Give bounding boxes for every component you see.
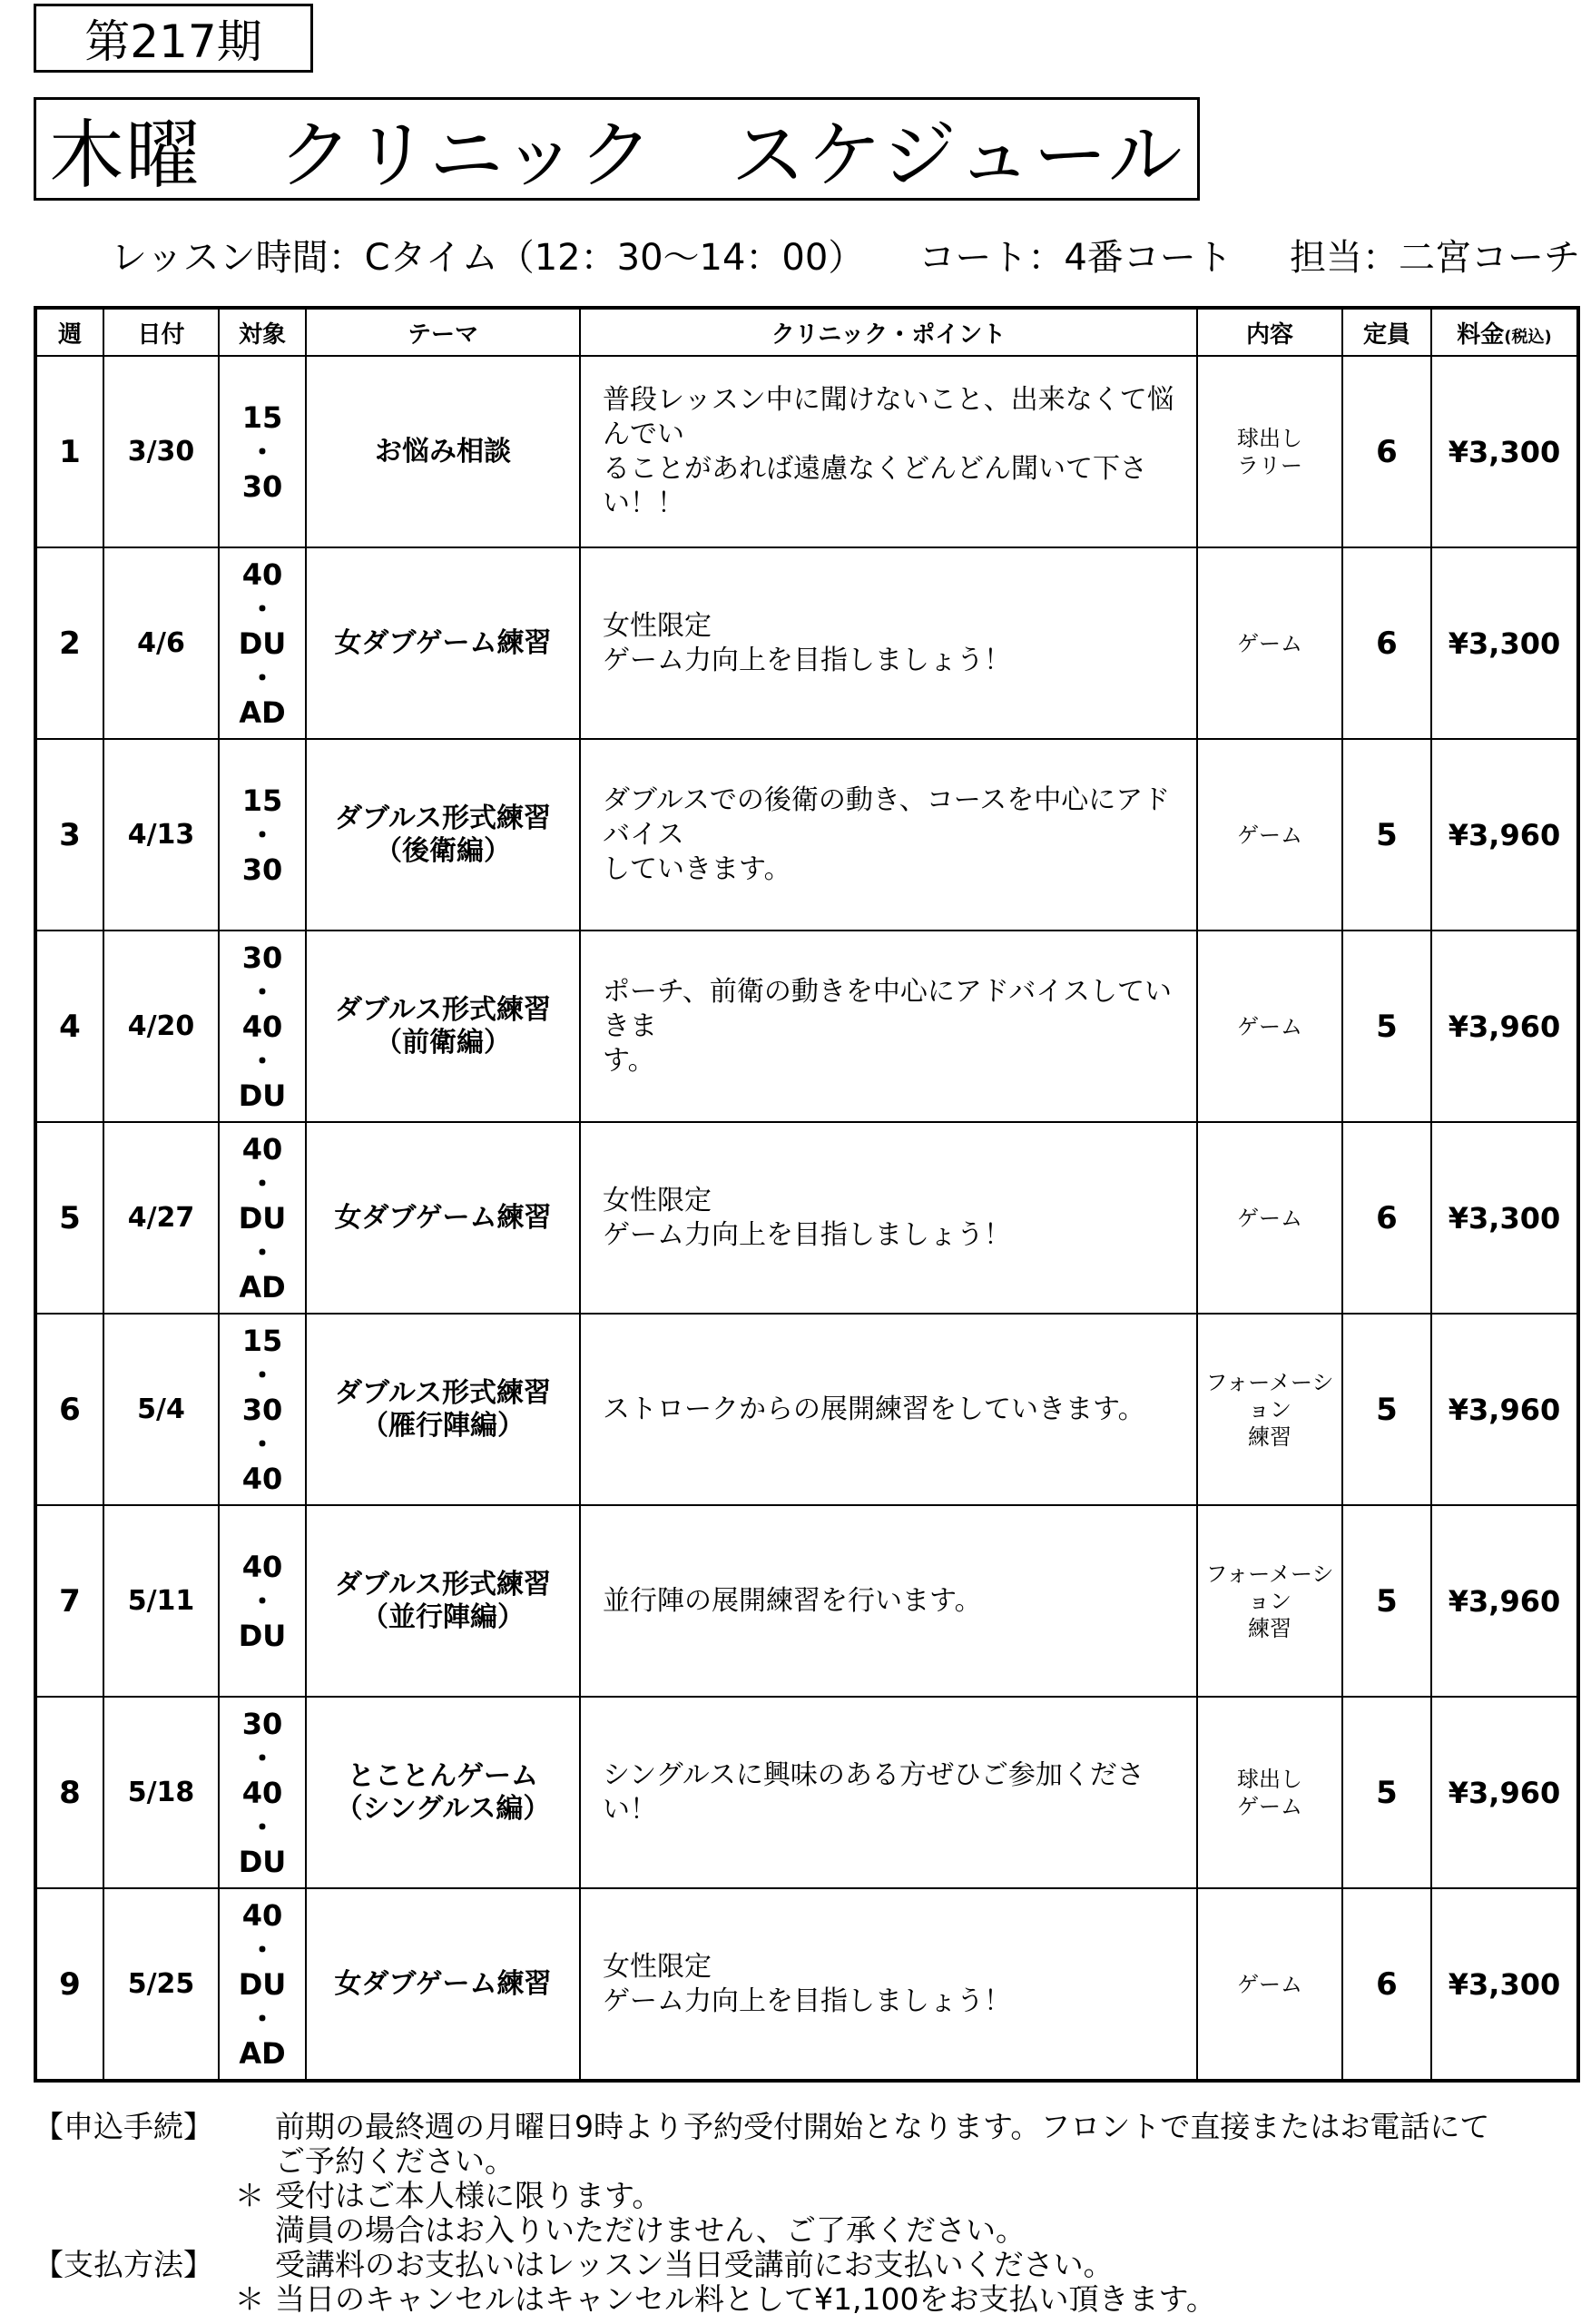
fee-cell: ¥3,300	[1431, 1122, 1578, 1314]
content-line: ゲーム	[1237, 822, 1302, 848]
date-cell: 4/20	[103, 931, 219, 1122]
page-title: 木曜 クリニック スケジュール	[34, 97, 1200, 201]
content-cell	[1197, 931, 1342, 1122]
point-line: シングルスに興味のある方ぜひご参加ください！	[603, 1758, 1144, 1826]
table-row	[35, 1505, 1578, 1697]
capacity-cell: 5	[1342, 931, 1431, 1122]
date-cell: 5/25	[103, 1888, 219, 2081]
target-line: 30	[241, 468, 283, 504]
point-cell	[580, 739, 1197, 931]
header-date: 日付	[103, 308, 219, 356]
target-cell	[219, 547, 306, 739]
lesson-info: レッスン時間：Cタイム（12：30～14：00） コート：4番コート	[111, 237, 1233, 279]
coach-info: 担当：二宮コーチ	[1290, 237, 1580, 279]
header-fee-label: 料金	[1457, 320, 1505, 349]
content-cell	[1197, 739, 1342, 931]
table-row	[35, 739, 1578, 931]
fee-cell: ¥3,960	[1431, 1697, 1578, 1888]
content-line: ゲーム	[1237, 1793, 1302, 1819]
target-line: ・	[247, 591, 277, 626]
target-line: 40	[241, 1009, 283, 1044]
target-line: ・	[247, 817, 277, 852]
point-line: ダブルスでの後衛の動き、コースを中心にアドバイス	[603, 783, 1171, 851]
theme-line: （並行陣編）	[361, 1600, 525, 1633]
content-line: 球出し	[1237, 1766, 1302, 1792]
content-line: フォーメーション	[1205, 1369, 1334, 1423]
point-line: 並行陣の展開練習を行います。	[603, 1584, 982, 1617]
content-line: ラリー	[1237, 452, 1302, 478]
week-cell: 1	[35, 356, 103, 547]
content-cell	[1197, 1122, 1342, 1314]
target-line: ・	[247, 1932, 277, 1967]
target-line: 40	[241, 1461, 283, 1496]
theme-line: ダブルス形式練習	[335, 993, 551, 1026]
content-line: 練習	[1248, 1615, 1291, 1641]
fee-cell: ¥3,960	[1431, 1505, 1578, 1697]
target-line: ・	[247, 1166, 277, 1201]
header-theme: テーマ	[306, 308, 580, 356]
fee-cell: ¥3,960	[1431, 739, 1578, 931]
theme-line: （シングルス編）	[335, 1792, 551, 1825]
application-note-1: 受付はご本人様に限ります。	[275, 2178, 663, 2213]
content-line: 練習	[1248, 1423, 1291, 1450]
target-line: ・	[247, 1357, 277, 1393]
table-row	[35, 547, 1578, 739]
table-header-row	[35, 308, 1578, 356]
content-line: フォーメーション	[1205, 1561, 1334, 1614]
content-line: ゲーム	[1237, 1971, 1302, 1997]
header-fee	[1431, 308, 1578, 356]
point-line: 女性限定	[603, 1950, 712, 1983]
date-cell: 5/11	[103, 1505, 219, 1697]
point-line: 女性限定	[603, 609, 712, 642]
point-line: していきます。	[603, 852, 791, 885]
target-line: ・	[247, 660, 277, 695]
header-week: 週	[35, 308, 103, 356]
theme-line: ダブルス形式練習	[335, 802, 551, 834]
point-line: ゲーム力向上を目指しましょう！	[603, 1218, 1011, 1251]
theme-line: 女ダブゲーム練習	[334, 1967, 552, 2000]
theme-line: お悩み相談	[375, 435, 511, 468]
target-line: ・	[247, 1583, 277, 1619]
target-cell	[219, 739, 306, 931]
date-cell: 3/30	[103, 356, 219, 547]
week-cell: 8	[35, 1697, 103, 1888]
target-line: 30	[241, 940, 283, 975]
target-line: 15	[241, 399, 283, 435]
theme-cell	[306, 356, 580, 547]
theme-cell	[306, 739, 580, 931]
theme-line: ダブルス形式練習	[335, 1376, 551, 1409]
target-cell	[219, 356, 306, 547]
target-line: DU	[238, 1844, 287, 1879]
table-row	[35, 1697, 1578, 1888]
application-label: 【申込手続】	[34, 2109, 213, 2144]
content-line: ゲーム	[1237, 630, 1302, 656]
target-line: DU	[238, 625, 287, 661]
fee-cell: ¥3,300	[1431, 356, 1578, 547]
content-cell	[1197, 1505, 1342, 1697]
capacity-cell: 5	[1342, 1697, 1431, 1888]
target-line: DU	[238, 1078, 287, 1113]
point-cell	[580, 1314, 1197, 1505]
point-cell	[580, 931, 1197, 1122]
target-line: 15	[241, 783, 283, 818]
theme-line: （後衛編）	[375, 834, 511, 867]
payment-line: 受講料のお支払いはレッスン当日受講前にお支払いください。	[275, 2247, 1114, 2282]
capacity-cell: 6	[1342, 547, 1431, 739]
target-cell	[219, 1888, 306, 2081]
target-line: 40	[241, 1775, 283, 1810]
point-line: す。	[603, 1044, 655, 1077]
point-line: ることがあれば遠慮なくどんどん聞いて下さい！！	[603, 452, 1147, 519]
target-line: DU	[238, 1618, 287, 1653]
capacity-cell: 6	[1342, 356, 1431, 547]
week-cell: 2	[35, 547, 103, 739]
theme-cell	[306, 1888, 580, 2081]
theme-line: とことんゲーム	[348, 1759, 538, 1792]
point-line: ポーチ、前衛の動きを中心にアドバイスしていきま	[603, 975, 1172, 1042]
date-cell: 4/6	[103, 547, 219, 739]
theme-line: 女ダブゲーム練習	[334, 626, 552, 659]
target-line: AD	[239, 1269, 286, 1305]
point-cell	[580, 1122, 1197, 1314]
week-cell: 6	[35, 1314, 103, 1505]
point-line: ゲーム力向上を目指しましょう！	[603, 1984, 1011, 2017]
content-cell	[1197, 547, 1342, 739]
target-line: DU	[238, 1200, 287, 1236]
target-cell	[219, 1505, 306, 1697]
content-cell	[1197, 1314, 1342, 1505]
date-cell: 5/18	[103, 1697, 219, 1888]
capacity-cell: 5	[1342, 1314, 1431, 1505]
content-line: 球出し	[1237, 425, 1302, 451]
content-cell	[1197, 356, 1342, 547]
point-cell	[580, 356, 1197, 547]
capacity-cell: 5	[1342, 1505, 1431, 1697]
date-cell: 5/4	[103, 1314, 219, 1505]
target-line: 30	[241, 1392, 283, 1427]
target-line: ・	[247, 434, 277, 469]
capacity-cell: 6	[1342, 1888, 1431, 2081]
theme-cell	[306, 1122, 580, 1314]
date-cell: 4/27	[103, 1122, 219, 1314]
theme-cell	[306, 547, 580, 739]
target-cell	[219, 1314, 306, 1505]
note-mark: ＊	[234, 2281, 265, 2317]
target-line: AD	[239, 2035, 286, 2071]
header-capacity: 定員	[1342, 308, 1431, 356]
application-note-2: 満員の場合はお入りいただけません、ご了承ください。	[275, 2212, 1026, 2248]
note-mark: ＊	[234, 2178, 265, 2213]
theme-cell	[306, 931, 580, 1122]
target-line: ・	[247, 1043, 277, 1078]
target-line: 30	[241, 1706, 283, 1741]
point-line: ゲーム力向上を目指しましょう！	[603, 644, 1011, 676]
target-line: 40	[241, 556, 283, 592]
target-cell	[219, 1122, 306, 1314]
content-cell	[1197, 1888, 1342, 2081]
point-cell	[580, 1888, 1197, 2081]
point-line: 普段レッスン中に聞けないこと、出来なくて悩んでい	[603, 383, 1174, 450]
term-label: 第217期	[34, 4, 313, 73]
table-row	[35, 1314, 1578, 1505]
target-line: 40	[241, 1549, 283, 1584]
target-line: AD	[239, 694, 286, 730]
table-row	[35, 931, 1578, 1122]
capacity-cell: 6	[1342, 1122, 1431, 1314]
point-cell	[580, 1697, 1197, 1888]
header-content: 内容	[1197, 308, 1342, 356]
target-line: ・	[247, 1235, 277, 1270]
header-target: 対象	[219, 308, 306, 356]
point-line: ストロークからの展開練習をしていきます。	[603, 1393, 1145, 1425]
table-row	[35, 1888, 1578, 2081]
schedule-table	[34, 306, 1580, 2083]
week-cell: 7	[35, 1505, 103, 1697]
point-line: 女性限定	[603, 1184, 712, 1216]
target-line: DU	[238, 1966, 287, 2002]
fee-cell: ¥3,960	[1431, 931, 1578, 1122]
date-cell: 4/13	[103, 739, 219, 931]
fee-cell: ¥3,300	[1431, 547, 1578, 739]
theme-line: （雁行陣編）	[361, 1409, 525, 1442]
payment-note: 当日のキャンセルはキャンセル料として¥1,100をお支払い頂きます。	[275, 2281, 1216, 2317]
target-line: 40	[241, 1897, 283, 1933]
fee-cell: ¥3,300	[1431, 1888, 1578, 2081]
target-line: 30	[241, 852, 283, 887]
payment-label: 【支払方法】	[34, 2247, 213, 2282]
target-line: ・	[247, 1426, 277, 1462]
target-line: ・	[247, 1740, 277, 1776]
theme-cell	[306, 1314, 580, 1505]
application-line-1: 前期の最終週の月曜日9時より予約受付開始となります。フロントで直接またはお電話にて	[275, 2109, 1490, 2144]
target-cell	[219, 1697, 306, 1888]
content-line: ゲーム	[1237, 1013, 1302, 1039]
footer-notes	[34, 2110, 1576, 2317]
table-row	[35, 1122, 1578, 1314]
target-line: ・	[247, 2001, 277, 2036]
fee-cell: ¥3,960	[1431, 1314, 1578, 1505]
theme-cell	[306, 1505, 580, 1697]
theme-cell	[306, 1697, 580, 1888]
content-line: ゲーム	[1237, 1205, 1302, 1231]
theme-line: 女ダブゲーム練習	[334, 1201, 552, 1234]
theme-line: （前衛編）	[375, 1026, 511, 1059]
target-cell	[219, 931, 306, 1122]
point-cell	[580, 1505, 1197, 1697]
theme-line: ダブルス形式練習	[335, 1568, 551, 1600]
content-cell	[1197, 1697, 1342, 1888]
target-line: 40	[241, 1131, 283, 1167]
week-cell: 5	[35, 1122, 103, 1314]
week-cell: 4	[35, 931, 103, 1122]
application-line-2: ご予約ください。	[275, 2143, 515, 2179]
header-fee-note: (税込)	[1504, 327, 1552, 347]
capacity-cell: 5	[1342, 739, 1431, 931]
target-line: 15	[241, 1323, 283, 1358]
week-cell: 9	[35, 1888, 103, 2081]
target-line: ・	[247, 974, 277, 1009]
point-cell	[580, 547, 1197, 739]
target-line: ・	[247, 1809, 277, 1845]
table-row	[35, 356, 1578, 547]
header-point: クリニック・ポイント	[580, 308, 1197, 356]
week-cell: 3	[35, 739, 103, 931]
